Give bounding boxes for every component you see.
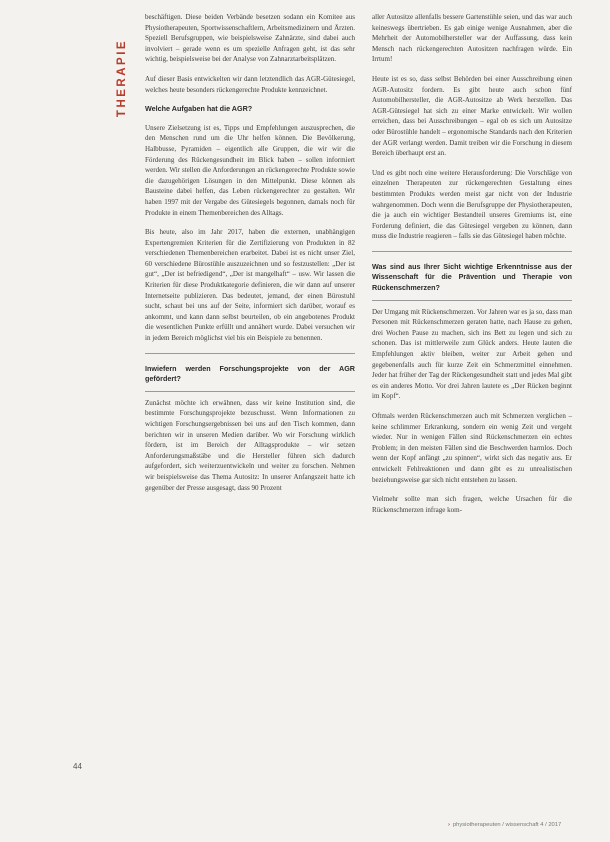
paragraph: Auf dieser Basis entwickelten wir dann letztendlich das AGR-Gütesiegel, welches heute besonders rückengerechte Produkte kennzeichnet. <box>145 74 355 94</box>
paragraph: Heute ist es so, dass selbst Behörden bei einer Ausschreibung einen AGR-Autositz fordern. Es gibt heute auch schon fünf Automobilhersteller, die AGR-Autositze ab Werk herstellen. Das AGR-Gütesiegel hat sich zu einer Marke entwickelt. Wir wollen erreichen, dass bei Ausschreibungen – egal ob es sich um Autositze oder Bürostühle handelt – ergonomische Standards nach den Kriterien der AGR verlangt werden. Damit treiben wir die Forschung in diesem Bereich überhaupt erst an. <box>372 74 572 158</box>
paragraph: aller Autositze allenfalls bessere Gartenstühle seien, und das war auch keineswegs übertrieben. Es gab einige wenige Ausnahmen, aber die Mehrheit der Automobilhersteller war der Auffassung, dass kein Mensch nach rückengerechten Autositzen nachfragen würde. Ein Irrtum! <box>372 13 572 64</box>
divider <box>145 353 355 354</box>
divider <box>372 251 572 252</box>
divider <box>145 391 355 392</box>
paragraph: Zunächst möchte ich erwähnen, dass wir keine Institution sind, die bestimmte Forschungsprojekte bezuschusst. Wenn Informationen zu wichtigen Forschungsergebnissen bei uns auf den Tisch kommen, dann berichten wir in unseren Medien darüber. Wo wir Forschung wirklich fördern, ist im Bereich der Alltagsprodukte – wir setzen Anforderungsmaßstäbe und die Hersteller führen sich dadurch aufgefordert, sich weiterzuentwickeln und weiter zu forschen. Nehmen wir beispielsweise das Thema Autositz: In unserer Anfangszeit hatte ich gegenüber der Presse ausgesagt, dass 90 Prozent <box>145 398 355 492</box>
paragraph: beschäftigen. Diese beiden Verbände besetzen sodann ein Komitee aus Physiotherapeuten, Sportwissenschaftlern, Arbeitsmedizinern und Ärzten. Speziell Berufsgruppen, wie beispielsweise Zahnärzte, sind dabei auch involviert – gerade wenn es um spezielle Anfragen geht, ist das sehr wichtig, beispielsweise bei der Analyse von Zahnarztarbeitsplätzen. <box>145 13 355 64</box>
section-label <box>112 18 132 138</box>
question-heading: Inwiefern werden Forschungsprojekte von der AGR gefördert? <box>145 363 355 384</box>
question-heading: Was sind aus Ihrer Sicht wichtige Erkenntnisse aus der Wissenschaft für die Prävention und Therapie von Rückenschmerzen? <box>372 261 572 293</box>
question-heading: Welche Aufgaben hat die AGR? <box>145 104 253 114</box>
paragraph: Und es gibt noch eine weitere Herausforderung: Die Vorschläge von einzelnen Therapeuten zur rückengerechten Gestaltung eines bestimmten Produkts werden meist gar nicht von der Industrie wahrgenommen. Doch wenn die Berufsgruppe der Physiotherapeuten, die ja auch ein wichtiger Bestandteil unseres Gremiums ist, eine Forderung definiert, die das Gütesiegel vergeben zu können, dann muss die Industrie reagieren – falls sie das Gütesiegel haben möchte. <box>372 168 572 241</box>
paragraph: Vielmehr sollte man sich fragen, welche Ursachen für die Rückenschmerzen infrage kom- <box>372 495 572 514</box>
section-label-text: THERAPIE <box>116 38 128 118</box>
left-column <box>145 12 355 502</box>
footer <box>448 822 561 828</box>
paragraph: Der Umgang mit Rückenschmerzen. Vor Jahren war es ja so, dass man Personen mit Rückenschmerzen geraten hatte, nach Hause zu gehen, drei Wochen Pause zu machen, sich ins Bett zu legen und sich zu schonen. Das ist mittlerweile zum Glück anders. Heute lauten die Empfehlungen aktiv bleiben, weiter zur Arbeit gehen und gegebenenfalls auch für kurze Zeit ein Schmerzmittel einnehmen. Jeder hat früher der Tag der Rückengesundheit statt und jedes Mal gibt es ein anderes Motto. Vor drei Jahren lautete es „Der Rücken beginnt im Kopf“. <box>372 307 572 401</box>
footer-mark-icon: › <box>448 822 450 828</box>
paragraph: Unsere Zielsetzung ist es, Tipps und Empfehlungen auszusprechen, die den Menschen rund um die Uhr helfen können. Die Bevölkerung, Halbbusse, Pyramiden – eigentlich alle Gruppen, die wir wir die Förderung des Rückengesundheit im Blick haben – sollen informiert werden. Wir stellen die Anforderungen an rückengerechte Produkte sowie die dazugehörigen Lösungen in den Mittelpunkt. Diese können als Bausteine dabei helfen, das Leben rückengerechter zu gestalten. Wir haben 1997 mit der Vergabe des Gütesiegels begonnen, damals noch für Produkte in einem Themenbereichen des Alltags. <box>145 123 355 217</box>
paragraph: Oftmals werden Rückenschmerzen auch mit Schmerzen verglichen – keine schlimmer Erkrankung, sondern ein wenig Zeit und vergeht wieder. Nur in wenigen Fällen sind Rückenschmerzen ein echtes Problem; in den meisten Fällen sind die Beschwerden harmlos. Doch wenn der Kopf anfängt „zu spinnen“, wirkt sich das negativ aus. Er entwickelt Fehlreaktionen und dann gibt es zu unrealistischen beziehungsweise gar sich nicht entstehen zu lassen. <box>372 412 572 484</box>
footer-text: physiotherapeuten / wissenschaft 4 / 2017 <box>452 822 562 828</box>
divider <box>372 300 572 301</box>
page-number: 44 <box>73 762 82 771</box>
paragraph: Bis heute, also im Jahr 2017, haben die externen, unabhängigen Expertengremien Kriterien für die Zertifizierung von Produkten in 82 verschiedenen Themenbereichen erarbeitet. Dabei ist es nicht unser Ziel, 60 verschiedene Bürostühle auszuzeichnen und so festzustellen: „Der ist gut“, „Der ist befriedigend“, „Der ist mangelhaft“ – usw. Wir lassen die Kriterien für diese Produktkategorie definieren, die wir dann auf unserer Internetseite publizieren. Das bedeutet, jemand, der einen Bürostuhl sucht, schaut bei uns auf der Seite, informiert sich darüber, worauf es ankommt, und kann dann selbst beurteilen, ob ein angebotenes Produkt die wesentlichen Punkte erfüllt und annähert wurde. Dabei versuchen wir in jedem Bereich möglichst viel bis ein Beispiele zu benennen. <box>145 228 355 343</box>
right-column <box>372 12 572 524</box>
